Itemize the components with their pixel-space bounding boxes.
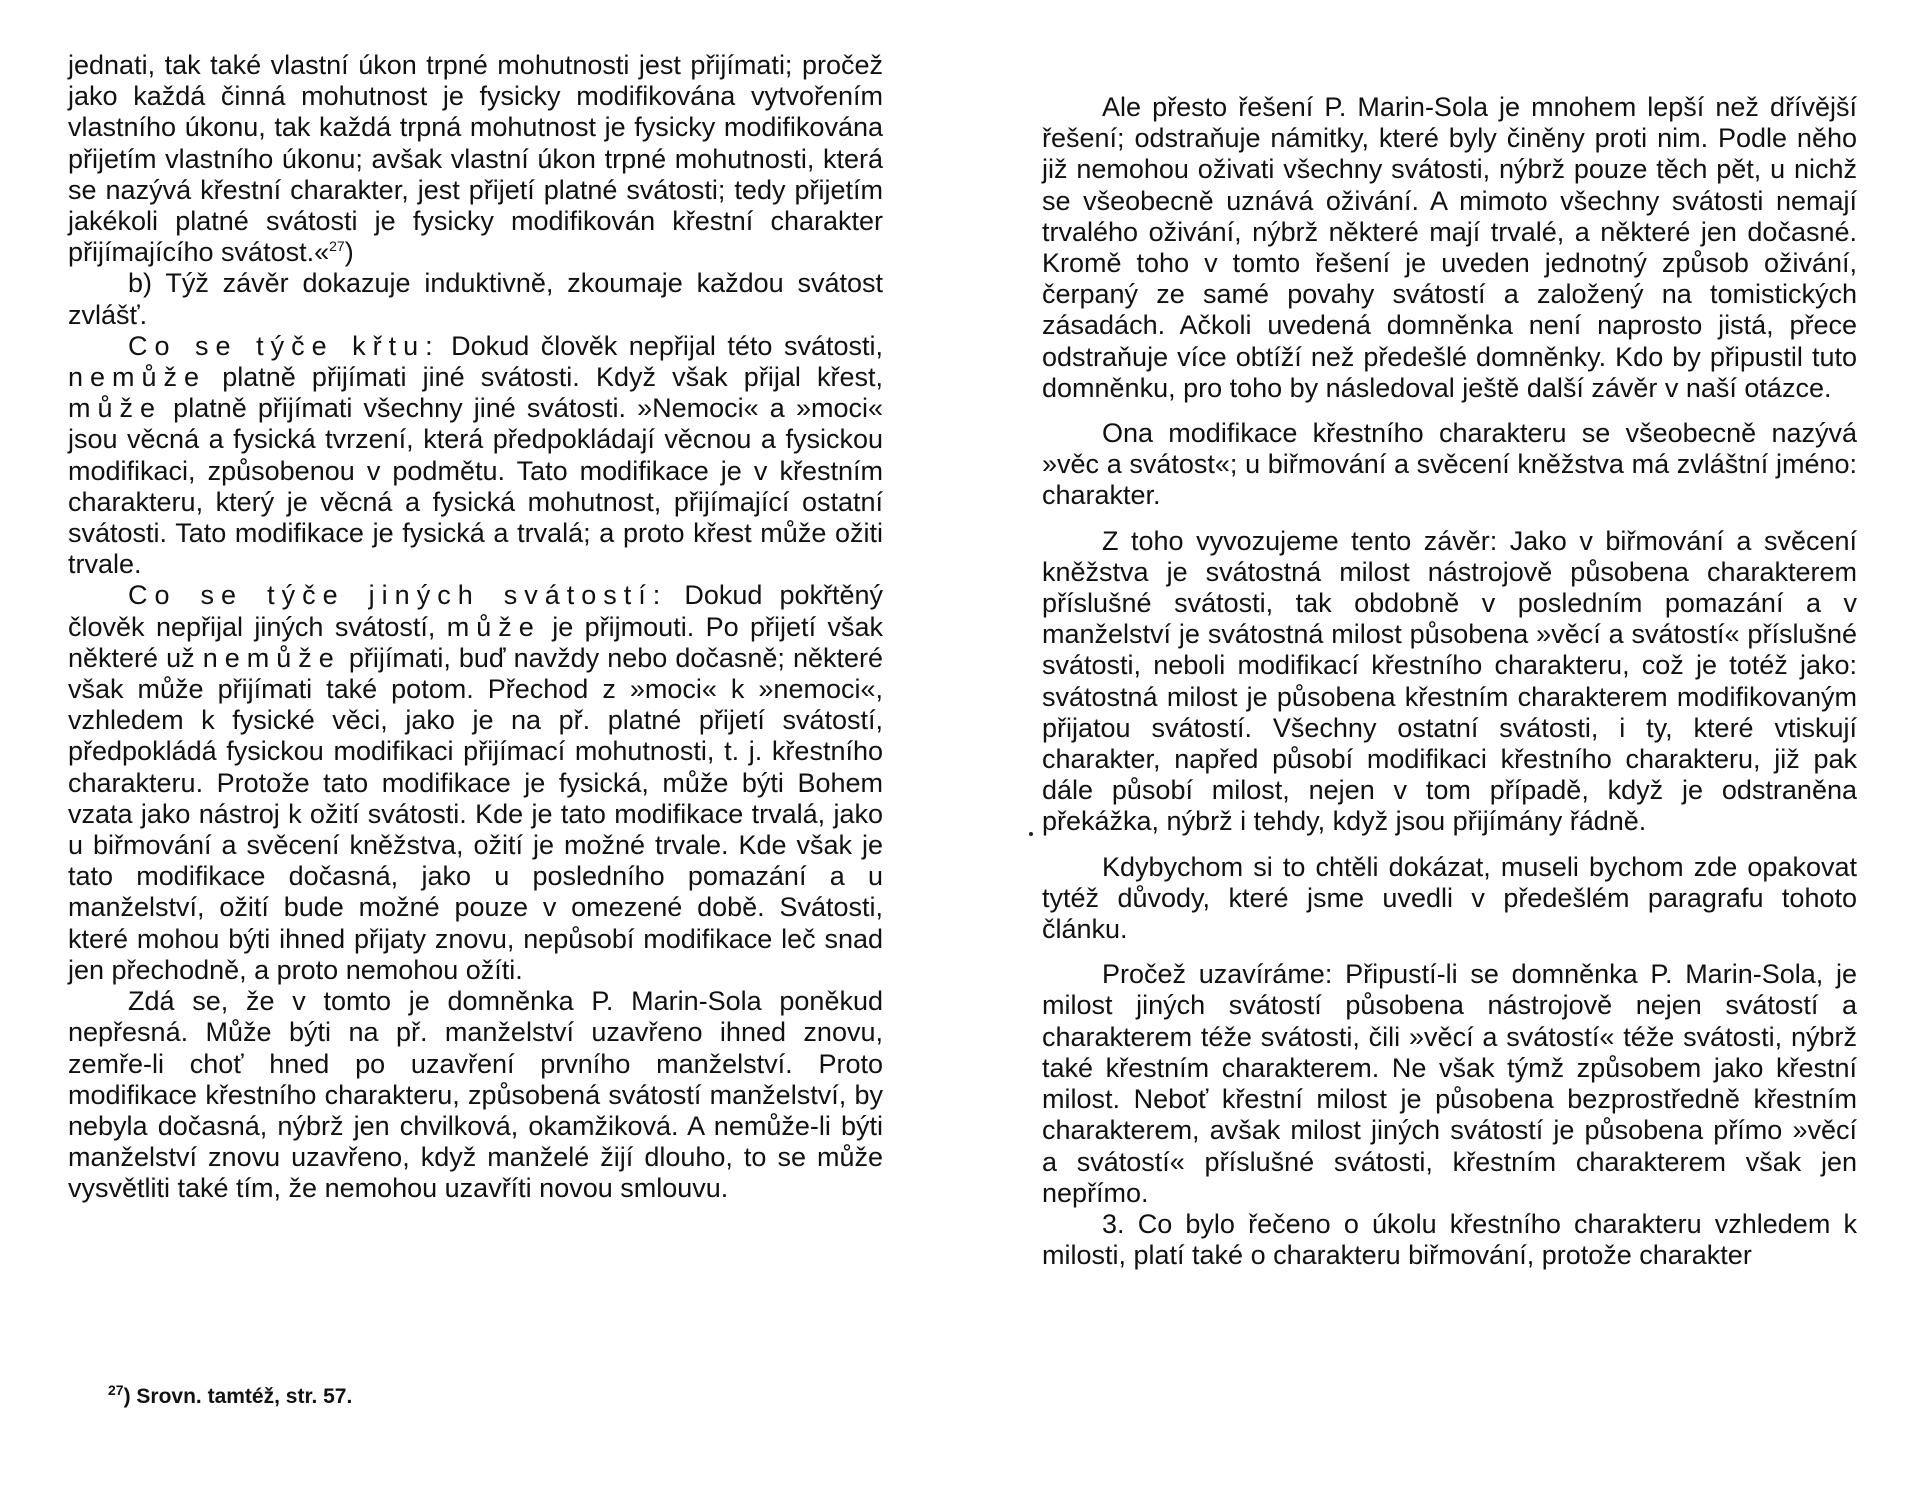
footnote-ref: 27	[329, 238, 345, 255]
paragraph-text: Dokud pokřtěný člověk nepřijal jiných svátostí,	[68, 580, 884, 642]
paragraph-text: je přijmouti. Po přijetí však některé už	[68, 611, 883, 673]
left-page-text	[68, 50, 883, 1205]
footnote	[108, 1382, 353, 1409]
paragraph-text: )	[344, 237, 354, 268]
spaced-emphasis: může	[68, 393, 163, 424]
paragraph	[68, 580, 883, 986]
paragraph: Ona modifikace křestního charakteru se všeobecně nazývá »věc a svátost«; u biřmování a svěcení kněžstva má zvláštní jméno: charakter.	[1042, 418, 1857, 511]
paragraph-text: platně přijímati jiné svátosti. Když však přijal křest,	[206, 362, 883, 393]
paragraph-text: platně přijímati všechny jiné svátosti. »Nemoci« a »moci« jsou věcná a fysická tvrzení, která předpokládají věcnou a fysickou modifikaci, způsobenou v podmětu. Tato modifikace je v křestním charakteru, který je věcná a fysická mohutnost, přijímající ostatní svátosti. Tato modifikace je fysická a trvalá; a proto křest může ožiti trvale.	[68, 393, 883, 580]
footnote-text: ) Srovn. tamtéž, str. 57.	[123, 1385, 353, 1408]
paragraph: Pročež uzavíráme: Připustí-li se domněnka P. Marin-Sola, je milost jiných svátostí působena nástrojově nejen svátostí a charakterem téže svátosti, čili »věcí a svátostí« téže svátosti, nýbrž také křestním charakterem. Ne však týmž způsobem jako křestní milost. Neboť křestní milost je působena bezprostředně křestním charakterem, avšak milost jiných svátostí je působena přímo »věcí a svátostí« příslušné svátosti, křestním charakterem však jen nepřímo.	[1042, 959, 1857, 1208]
paragraph: Zdá se, že v tomto je domněnka P. Marin-Sola poněkud nepřesná. Může býti na př. manželství uzavřeno ihned znovu, zemře-li choť hned po uzavření prvního manželství. Proto modifikace křestního charakteru, způsobená svátostí manželství, by nebyla dočasná, nýbrž jen chvilková, okamžiková. A nemůže-li býti manželství znovu uzavřeno, když manželé žijí dlouho, to se může vysvětliti také tím, že nemohou uzavříti novou smlouvu.	[68, 986, 883, 1204]
spaced-emphasis: Co se týče křtu:	[128, 330, 440, 361]
spaced-emphasis: nemůže	[68, 362, 207, 393]
paragraph-text: přijímati, buď navždy nebo dočasně; některé však může přijímati také potom. Přechod z »moci« k »nemoci«, vzhledem k fysické věci, jako je na př. platné přijetí svátostí, předpokládá fysickou modifikaci přijímací mohutnosti, t. j. křestního charakteru. Protože tato modifikace je fysická, může býti Bohem vzata jako nástroj k ožití svátosti. Kde je tato modifikace trvalá, jako u biřmování a svěcení kněžstva, ožití je možné trvale. Kde však je tato modifikace dočasná, jako u posledního pomazání a u manželství, ožití bude možné pouze v omezené době. Svátosti, které mohou býti ihned přijaty znovu, nepůsobí modifikace leč snad jen přechodně, a proto nemohou ožíti.	[68, 642, 884, 985]
paragraph	[68, 50, 883, 268]
spaced-emphasis: může	[446, 611, 541, 642]
spaced-emphasis: Co se týče jiných svátostí:	[128, 580, 668, 611]
paragraph: 3. Co bylo řečeno o úkolu křestního charakteru vzhledem k milosti, platí také o charakteru biřmování, protože charakter	[1042, 1208, 1857, 1271]
speck-mark	[1029, 832, 1033, 836]
spaced-emphasis: nemůže	[202, 642, 341, 673]
paragraph: b) Týž závěr dokazuje induktivně, zkoumaje každou svátost zvlášť.	[68, 268, 883, 330]
right-page-text	[1042, 92, 1857, 1271]
paragraph: Ale přesto řešení P. Marin-Sola je mnohem lepší než dřívější řešení; odstraňuje námitky, které byly činěny proti nim. Podle něho již nemohou oživati všechny svátosti, nýbrž pouze těch pět, u nichž se všeobecně uznává oživání. A mimoto všechny svátosti nemají trvalého oživání, nýbrž některé mají trvalé, a některé jen dočasné. Kromě toho v tomto řešení je uveden jednotný způsob oživání, čerpaný ze samé povahy svátostí a založený na tomistických zásadách. Ačkoli uvedená domněnka není naprosto jistá, přece odstraňuje více obtíží než předešlé domněnky. Kdo by připustil tuto domněnku, pro toho by následoval ještě další závěr v naší otázce.	[1042, 92, 1857, 403]
paragraph: Z toho vyvozujeme tento závěr: Jako v biřmování a svěcení kněžstva je svátostná milost nástrojově působena charakterem příslušné svátosti, tak obdobně v posledním pomazání a v manželství je svátostná milost působena »věcí a svátostí« příslušné svátosti, neboli modifikací křestního charakteru, což je totéž jako: svátostná milost je působena křestním charakterem modifikovaným přijatou svátostí. Všechny ostatní svátosti, i ty, které vtiskují charakter, napřed působí modifikaci křestního charakteru, již pak dále působí milost, nejen v tom případě, když je odstraněna překážka, nýbrž i tehdy, když jsou přijímány řádně.	[1042, 525, 1857, 837]
paragraph-text: jednati, tak také vlastní úkon trpné mohutnosti jest přijímati; pročež jako každá činná mohutnost je fysicky modifikována vytvořením vlastního úkonu, tak každá trpná mohutnost je fysicky modifikována přijetím vlastního úkonu; avšak vlastní úkon trpné mohutnosti, která se nazývá křestní charakter, jest přijetí platné svátosti; tedy přijetím jakékoli platné svátosti je fysicky modifikován křestní charakter přijímajícího svátost.«	[68, 50, 883, 268]
paragraph	[68, 331, 883, 581]
paragraph-text: Dokud člověk nepřijal této svátosti,	[439, 330, 883, 361]
footnote-number: 27	[108, 1382, 124, 1398]
paragraph: Kdybychom si to chtěli dokázat, museli bychom zde opakovat tytéž důvody, které jsme uvedli v předešlém paragrafu tohoto článku.	[1042, 851, 1857, 945]
